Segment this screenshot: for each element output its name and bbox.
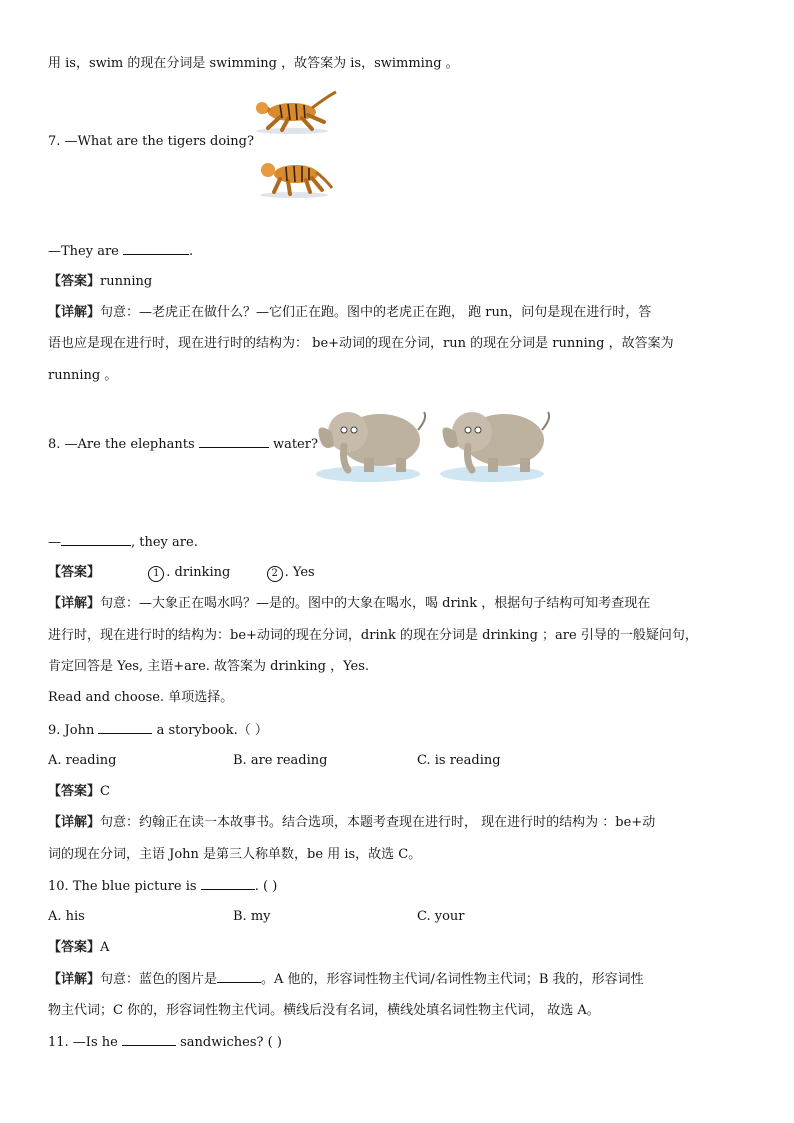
answer-value-1: . drinking [166, 565, 231, 580]
detail-text: 句意：约翰正在读一本故事书。结合选项，本题考查现在进行时， 现在进行时的结构为 ：be+动 [100, 815, 656, 830]
answer-8 [48, 564, 315, 582]
detail-blank [217, 970, 261, 983]
option-c: C. your [417, 909, 465, 924]
question-suffix: sandwiches? ( ) [180, 1035, 282, 1050]
detail-text: 句意：—大象正在喝水吗？—是的。图中的大象在喝水，喝 drink ，根据句子结构可知考查现在 [100, 596, 651, 611]
detail-text: 句意：—老虎正在做什么？—它们正在跑。图中的老虎正在跑， 跑 run，问句是现在进行时，答 [100, 305, 652, 320]
question-blank [201, 877, 255, 890]
answer-blank [61, 533, 131, 546]
question-prefix: 11. —Is he [48, 1035, 118, 1050]
answer-suffix: . [189, 244, 194, 259]
detail-text-b: 。A 他的，形容词性物主代词/名词性物主代词；B 我的，形容词性 [261, 972, 644, 987]
answer-value: C [100, 784, 110, 799]
question-11 [48, 1033, 282, 1052]
question-blank [122, 1033, 176, 1046]
tiger-running-image [252, 152, 336, 200]
option-a: A. his [48, 909, 85, 924]
detail-text-a: 句意：蓝色的图片是 [100, 972, 218, 987]
detail-7-line-2: 语也应是现在进行时，现在进行时的结构为： be+动词的现在分词，run 的现在分词是 running ，故答案为 [48, 336, 674, 351]
detail-8-line-3: 肯定回答是 Yes, 主语+are. 故答案为 drinking ，Yes. [48, 659, 370, 674]
answer-tag: 【答案】 [48, 784, 101, 799]
question-9 [48, 721, 268, 740]
question-prefix: 9. John [48, 723, 95, 738]
option-b: B. are reading [233, 753, 328, 768]
answer-suffix: , they are. [131, 535, 198, 550]
detail-9-line-1 [48, 814, 655, 832]
detail-tag: 【详解】 [48, 305, 101, 320]
option-c: C. is reading [417, 753, 501, 768]
detail-tag: 【详解】 [48, 596, 101, 611]
question-7: 7. —What are the tigers doing? [48, 134, 254, 149]
answer-value: A [100, 940, 110, 955]
detail-10-line-1 [48, 970, 644, 989]
answer-number-1: 1 [148, 566, 164, 582]
question-prefix: 10. The blue picture is [48, 879, 197, 894]
answer-blank [123, 242, 189, 255]
detail-tag: 【详解】 [48, 972, 101, 987]
section-heading: Read and choose. 单项选择。 [48, 690, 234, 705]
answer-number-2: 2 [267, 566, 283, 582]
question-suffix: . ( ) [254, 879, 278, 894]
tiger-running-image [250, 88, 338, 138]
question-10 [48, 877, 277, 896]
option-b: B. my [233, 909, 271, 924]
answer-9 [48, 783, 110, 801]
question-blank [98, 721, 152, 734]
elephants-drinking-image [310, 400, 560, 488]
answer-tag: 【答案】 [48, 274, 101, 289]
answer-tag: 【答案】 [48, 940, 101, 955]
detail-tag: 【详解】 [48, 815, 101, 830]
detail-7-line-1 [48, 304, 651, 322]
detail-8-line-2: 进行时，现在进行时的结构为：be+动词的现在分词，drink 的现在分词是 drinking ；are 引导的一般疑问句， [48, 628, 698, 643]
question-suffix: water? [272, 437, 318, 452]
question-blank [199, 435, 269, 448]
answer-line-7 [48, 242, 193, 261]
answer-10 [48, 939, 109, 957]
answer-value-2: . Yes [284, 565, 315, 580]
answer-tag: 【答案】 [48, 565, 101, 580]
answer-line-8 [48, 533, 198, 552]
question-8 [48, 435, 318, 454]
answer-value: running [100, 274, 153, 289]
text-line: 用 is，swim 的现在分词是 swimming ，故答案为 is，swimming 。 [48, 56, 459, 71]
answer-7 [48, 273, 152, 291]
detail-10-line-2: 物主代词；C 你的，形容词性物主代词。横线后没有名词，横线处填名词性物主代词， 故选 A。 [48, 1003, 600, 1018]
detail-8-line-1 [48, 595, 650, 613]
answer-prefix: — [48, 535, 61, 550]
question-suffix: a storybook.（ ） [156, 723, 268, 738]
answer-prefix: —They are [48, 244, 119, 259]
detail-7-line-3: running 。 [48, 368, 118, 383]
detail-9-line-2: 词的现在分词，主语 John 是第三人称单数，be 用 is，故选 C。 [48, 847, 422, 862]
option-a: A. reading [48, 753, 117, 768]
question-prefix: 8. —Are the elephants [48, 437, 195, 452]
